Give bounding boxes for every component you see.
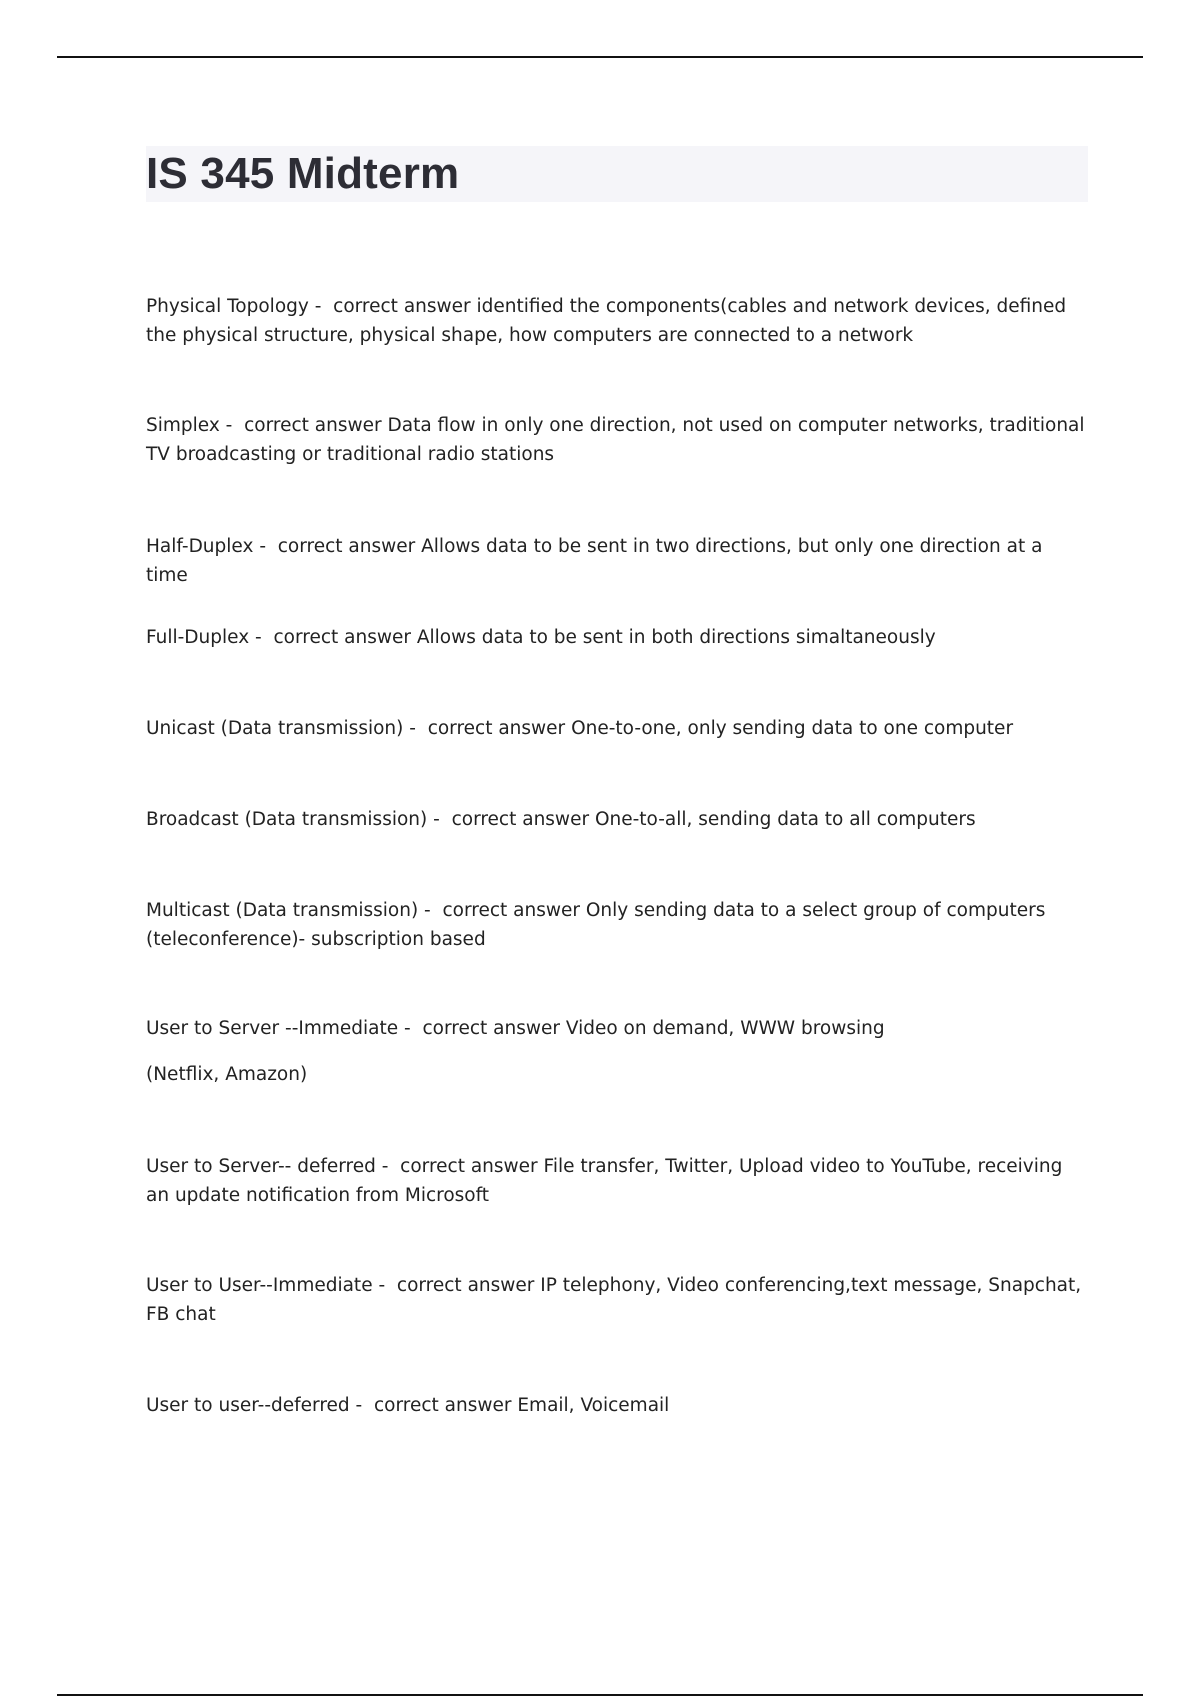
entry-label: correct answer bbox=[442, 900, 580, 921]
bottom-rule bbox=[57, 1694, 1143, 1696]
entry-broadcast bbox=[146, 805, 1088, 834]
entry-answer: Email, Voicemail bbox=[517, 1395, 670, 1416]
entry-label: correct answer bbox=[333, 296, 471, 317]
entry-answer: Allows data to be sent in both directions simaltaneously bbox=[416, 627, 936, 648]
entry-term: User to Server-- deferred bbox=[146, 1156, 376, 1177]
entry-answer: IP telephony, Video conferencing,text message, Snapchat, FB chat bbox=[146, 1275, 1082, 1325]
entry-term: Broadcast (Data transmission) bbox=[146, 809, 428, 830]
entry-term: Multicast (Data transmission) bbox=[146, 900, 419, 921]
entry-label: correct answer bbox=[400, 1156, 538, 1177]
entry-label: correct answer bbox=[396, 1275, 535, 1296]
entry-answer: Data flow in only one direction, not used on computer networks, traditional TV broadcasting or traditional radio stations bbox=[146, 415, 1085, 465]
entry-term: Unicast (Data transmission) bbox=[146, 718, 404, 739]
entry-extra-note: (Netflix, Amazon) bbox=[146, 1064, 308, 1085]
entry-term: User to Server --Immediate bbox=[146, 1018, 399, 1039]
entry-label: correct answer bbox=[451, 809, 590, 830]
entry-separator: - bbox=[349, 1395, 374, 1416]
entry-term: Physical Topology bbox=[146, 296, 309, 317]
entry-label: correct answer bbox=[277, 536, 416, 557]
entry-term: Half-Duplex bbox=[146, 536, 254, 557]
entry-separator: - bbox=[372, 1275, 397, 1296]
entry-label: correct answer bbox=[273, 627, 411, 648]
entry-term: User to User--Immediate bbox=[146, 1275, 373, 1296]
entry-separator: - bbox=[375, 1156, 401, 1177]
entry-answer: identified the components(cables and network devices, defined the physical structure, physical shape, how computers are connected to a network bbox=[146, 296, 1067, 346]
entry-user-to-user-deferred bbox=[146, 1391, 1088, 1420]
entry-answer: Only sending data to a select group of computers (teleconference)- subscription based bbox=[146, 900, 1046, 950]
entry-physical-topology bbox=[146, 292, 1088, 350]
entry-term: User to user--deferred bbox=[146, 1395, 350, 1416]
entry-separator: - bbox=[249, 627, 274, 648]
entry-label: correct answer bbox=[244, 415, 382, 436]
entry-answer: File transfer, Twitter, Upload video to YouTube, receiving an update notification from Microsoft bbox=[146, 1156, 1063, 1206]
entry-user-to-user-immediate bbox=[146, 1271, 1088, 1329]
entry-separator: - bbox=[403, 718, 428, 739]
entry-term: Simplex bbox=[146, 415, 220, 436]
entry-label: correct answer bbox=[427, 718, 566, 739]
entry-simplex bbox=[146, 411, 1088, 469]
entry-answer: Allows data to be sent in two directions, but only one direction at a time bbox=[146, 536, 1043, 586]
entry-full-duplex bbox=[146, 623, 1088, 652]
entry-user-to-server-immediate bbox=[146, 1014, 1088, 1089]
entry-label: correct answer bbox=[373, 1395, 512, 1416]
entry-separator: - bbox=[398, 1018, 423, 1039]
entry-answer: One-to-all, sending data to all computers bbox=[594, 809, 976, 830]
entry-unicast bbox=[146, 714, 1088, 743]
entry-separator: - bbox=[219, 415, 245, 436]
entry-term: Full-Duplex bbox=[146, 627, 250, 648]
entry-separator: - bbox=[253, 536, 278, 557]
page-title: IS 345 Midterm bbox=[146, 149, 460, 198]
top-rule bbox=[57, 56, 1143, 58]
entry-answer: One-to-one, only sending data to one computer bbox=[571, 718, 1014, 739]
entry-separator: - bbox=[418, 900, 443, 921]
entry-label: correct answer bbox=[422, 1018, 560, 1039]
entry-multicast bbox=[146, 896, 1088, 954]
entry-half-duplex bbox=[146, 532, 1088, 590]
entry-user-to-server-deferred bbox=[146, 1152, 1088, 1210]
entry-separator: - bbox=[427, 809, 452, 830]
entry-separator: - bbox=[308, 296, 334, 317]
entry-answer: Video on demand, WWW browsing bbox=[565, 1018, 885, 1039]
